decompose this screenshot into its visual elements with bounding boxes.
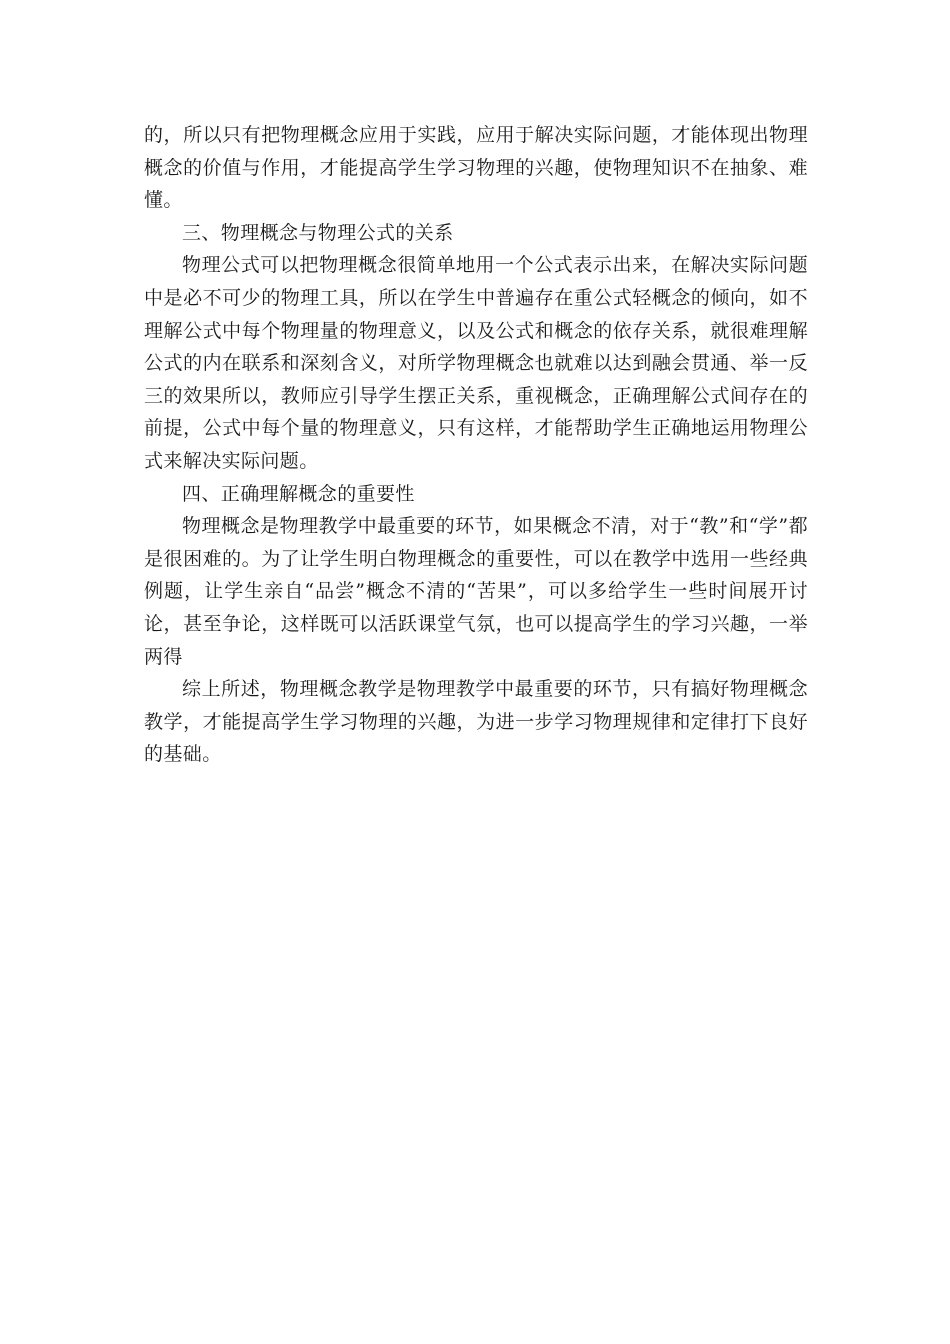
paragraph-concept-importance: 物理概念是物理教学中最重要的环节，如果概念不清，对于“教”和“学”都是很困难的。为了让学生明白物理概念的重要性，可以在教学中选用一些经典例题，让学生亲自“品尝”概念不清的“苦果”，可以多给学生一些时间展开讨论，甚至争论，这样既可以活跃课堂气氛，也可以提高学生的学习兴趣，一举两得 — [144, 515, 808, 668]
document-body — [144, 119, 808, 771]
paragraph-formula-relation: 物理公式可以把物理概念很简单地用一个公式表示出来，在解决实际问题中是必不可少的物理工具，所以在学生中普遍存在重公式轻概念的倾向，如不理解公式中每个物理量的物理意义，以及公式和概念的依存关系，就很难理解公式的内在联系和深刻含义，对所学物理概念也就难以达到融会贯通、举一反三的效果所以，教师应引导学生摆正关系，重视概念，正确理解公式间存在的前提，公式中每个量的物理意义，只有这样，才能帮助学生正确地运用物理公式来解决实际问题。 — [144, 254, 808, 472]
paragraph-conclusion: 综上所述，物理概念教学是物理教学中最重要的环节，只有搞好物理概念教学，才能提高学生学习物理的兴趣，为进一步学习物理规律和定律打下良好的基础。 — [144, 678, 808, 766]
section-heading-4: 四、正确理解概念的重要性 — [182, 482, 415, 505]
section-heading-3: 三、物理概念与物理公式的关系 — [182, 221, 454, 244]
paragraph-continuation: 的，所以只有把物理概念应用于实践，应用于解决实际问题，才能体现出物理概念的价值与作用，才能提高学生学习物理的兴趣，使物理知识不在抽象、难懂。 — [144, 124, 808, 212]
